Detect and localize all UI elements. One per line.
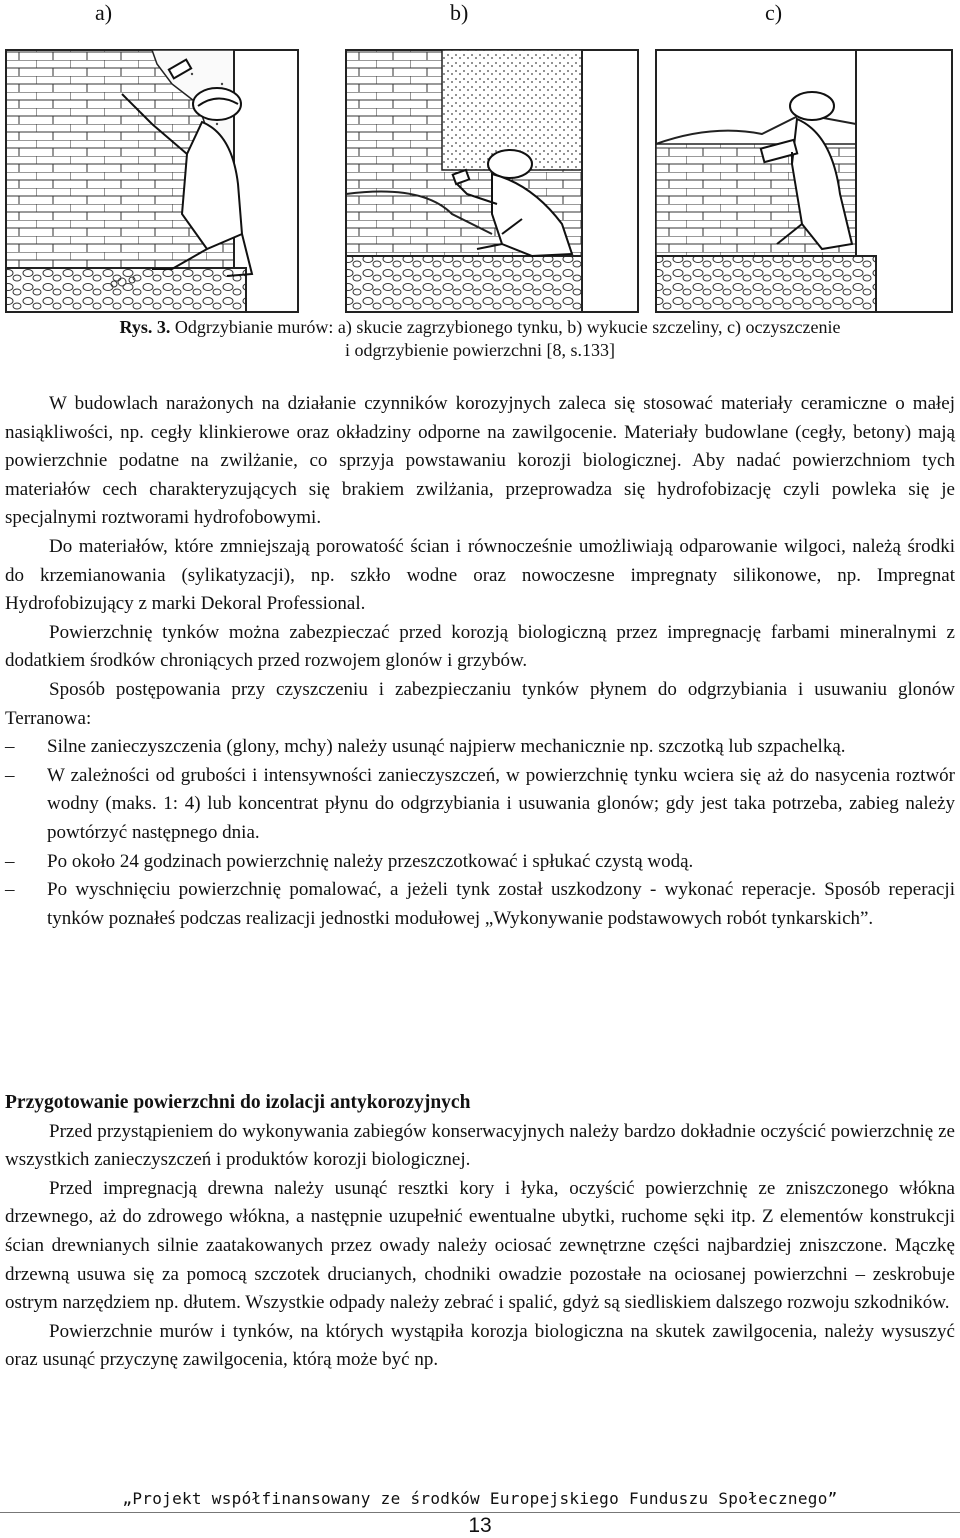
paragraph-5: Przed przystąpieniem do wykonywania zabiegów konserwacyjnych należy bardzo dokładnie oczyścić powierzchnię ze wszystkich zanieczyszczeń i produktów korozji biologicznej. [5,1120,955,1171]
section-heading: Przygotowanie powierzchni do izolacji antykorozyjnych [5,1092,471,1113]
list-item-text: Po wyschnięciu powierzchnię pomalować, a jeżeli tynk został uszkodzony - wykonać reperacje. Sposób reperacji tynków poznałeś podczas realizacji jednostki modułowej „Wykonywanie podstawowych robót tynkarskich”. [47,879,955,929]
list-item-text: W zależności od grubości i intensywności zanieczyszczeń, w powierzchnię tynku wciera się aż do nasycenia roztwór wodny (maks. 1: 4) lub koncentrat płynu do odgrzybiania i usuwania glonów; gdy jest taka potrzeba, zabieg należy powtórzyć następnego dnia. [47,764,955,843]
body-text-block-2 [5,1089,955,1375]
figure-label-b: b) [450,0,469,25]
paragraph-4: Sposób postępowania przy czyszczeniu i zabezpieczaniu tynków płynem do odgrzybiania i usuwaniu glonów Terranowa: [5,678,955,729]
procedure-list [5,733,955,933]
body-text-block-1 [5,390,955,933]
figure-caption [0,316,960,362]
bullet-dash: – [5,850,15,872]
paragraph-7: Powierzchnie murów i tynków, na których wystąpiła korozja biologiczna na skutek zawilgocenia, należy wysuszyć oraz usunąć przyczynę zawilgocenia, którą może być np. [5,1320,955,1371]
figure-label-c: c) [765,0,783,25]
bullet-dash: – [5,764,15,786]
paragraph-1: W budowlach narażonych na działanie czynników korozyjnych zaleca się stosować materiały ceramiczne o małej nasiąkliwości, np. cegły klinkierowe oraz okładziny odporne na zawilgocenie. Materiały budowlane (cegły, betony) mają powierzchnie podatne na zwilżanie, co sprzyja powstawaniu korozji biologicznej. Aby nadać powierzchniom tych materiałów cech charakteryzujących się brakiem zwilżania, przeprowadza się hydrofobizację czyli powleka się je specjalnymi roztworami hydrofobowymi. [5,393,955,529]
list-item [5,733,955,762]
paragraph-6: Przed impregnacją drewna należy usunąć resztki kory i łyka, oczyścić powierzchnię ze zniszczonego włókna drzewnego, aż do zdrowego włókna, a następnie uzupełnić ewentualne ubytki, ruchome sęki itp. Z elementów konstrukcji ścian drewnianych silnie zaatakowanych przez owady należy ociosać zewnętrzne części najbardziej zniszczone. Mączkę drzewną usuwa się za pomocą szczotek drucianych, chodniki owadzie pozostałe na ociosanej powierzchni – zeskrobuje ostrym narzędziem np. dłutem. Wszystkie odpady należy zebrać i spalić, gdyż są siedliskiem dalszego rozwoju szkodników. [5,1177,955,1314]
list-item [5,762,955,848]
list-item-text: Po około 24 godzinach powierzchnię należy przeszczotkować i spłukać czystą wodą. [47,850,694,872]
caption-line-1 [0,316,960,339]
illustration-panel-c [652,44,958,316]
bullet-dash: – [5,736,15,758]
list-item [5,876,955,933]
figure-label-a: a) [95,0,113,25]
footer-divider [0,1512,960,1513]
paragraph-3: Powierzchnię tynków można zabezpieczać przed korozją biologiczną przez impregnację farbami mineralnymi z dodatkiem środków chroniących przed rozwojem glonów i grzybów. [5,621,955,672]
list-item-text: Silne zanieczyszczenia (glony, mchy) należy usunąć najpierw mechanicznie np. szczotką lub szpachelką. [47,736,846,758]
illustration-panel-b [342,44,642,316]
page-number: 13 [468,1514,492,1537]
paragraph-2: Do materiałów, które zmniejszają porowatość ścian i równocześnie umożliwiają odparowanie wilgoci, należą środki do krzemianowania (sylikatyzacji), np. szkło wodne oraz nowoczesne impregnaty silikonowe, np. Impregnat Hydrofobizujący z marki Dekoral Professional. [5,535,955,615]
footer-note: „Projekt współfinansowany ze środków Europejskiego Funduszu Społecznego” [122,1489,838,1508]
caption-text-1: Odgrzybianie murów: a) skucie zagrzybionego tynku, b) wykucie szczeliny, c) oczyszczenie [174,317,841,337]
list-item [5,848,955,877]
caption-prefix: Rys. 3. [119,317,171,337]
bullet-dash: – [5,879,15,901]
illustration-panel-a [2,44,302,316]
figure-illustration [0,44,960,316]
caption-line-2: i odgrzybienie powierzchni [8, s.133] [345,340,615,360]
